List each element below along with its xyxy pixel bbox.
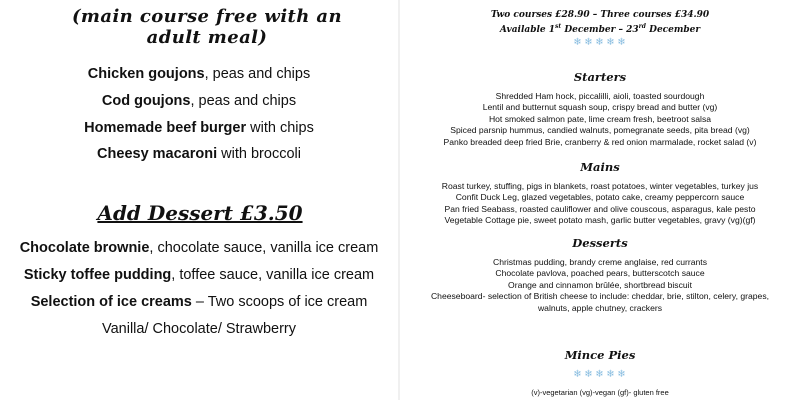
item-description: , peas and chips bbox=[204, 66, 311, 82]
item-description: , chocolate sauce, vanilla ice cream bbox=[149, 240, 379, 256]
item-description: , toffee sauce, vanilla ice cream bbox=[171, 267, 375, 283]
ice-cream-flavours: Vanilla/ Chocolate/ Strawberry bbox=[102, 321, 296, 337]
snowflake-icon: ❄ bbox=[595, 369, 605, 380]
menu-item: Chocolate pavlova, poached pears, butterscotch sauce bbox=[495, 268, 705, 279]
item-description: with chips bbox=[246, 120, 314, 136]
starters-heading: Starters bbox=[573, 70, 627, 84]
snowflake-icon: ❄ bbox=[617, 37, 627, 48]
festive-menu-page bbox=[400, 0, 800, 400]
starters-list bbox=[400, 91, 800, 148]
menu-item: Christmas pudding, brandy creme anglaise, red currants bbox=[493, 257, 707, 267]
menu-item: Orange and cinnamon brûlée, shortbread biscuit bbox=[508, 279, 692, 290]
menu-item: Panko breaded deep fried Brie, cranberry & red onion marmalade, rocket salad (v) bbox=[443, 136, 757, 147]
menu-item: Confit Duck Leg, glazed vegetables, potato cake, creamy peppercorn sauce bbox=[455, 192, 745, 203]
snowflake-icon: ❄ bbox=[606, 37, 616, 48]
item-description: – Two scoops of ice cream bbox=[191, 294, 368, 310]
mains-list bbox=[400, 181, 800, 227]
menu-item: Vegetable Cottage pie, sweet potato mash, garlic butter vegetables, gravy (vg)(gf) bbox=[444, 215, 756, 226]
snowflake-divider bbox=[400, 369, 800, 380]
snowflake-icon: ❄ bbox=[606, 369, 616, 380]
kids-main-item bbox=[0, 66, 398, 82]
kids-main-item bbox=[0, 93, 398, 109]
item-name: Cheesy macaroni bbox=[97, 146, 218, 162]
item-name: Sticky toffee pudding bbox=[23, 267, 172, 283]
kids-menu-subtitle: (main course free with an adult meal) bbox=[72, 6, 342, 48]
snowflake-icon: ❄ bbox=[584, 37, 594, 48]
mince-pies-heading: Mince Pies bbox=[564, 348, 636, 362]
item-name: Homemade beef burger bbox=[84, 120, 247, 136]
desserts-list bbox=[400, 257, 800, 314]
kids-menu-page bbox=[0, 0, 398, 400]
menu-item: Shredded Ham hock, piccalilli, aioli, toasted sourdough bbox=[495, 91, 705, 101]
item-name: Cod goujons bbox=[101, 93, 191, 109]
item-name: Chicken goujons bbox=[87, 66, 205, 82]
mains-heading: Mains bbox=[580, 160, 620, 174]
pricing-line: Two courses £28.90 – Three courses £34.90 bbox=[490, 10, 710, 20]
menu-item: Pan fried Seabass, roasted cauliflower and olive couscous, asparagus, kale pesto bbox=[444, 203, 756, 214]
snowflake-icon: ❄ bbox=[573, 37, 583, 48]
snowflake-icon: ❄ bbox=[573, 369, 583, 380]
item-description: , peas and chips bbox=[190, 93, 297, 109]
snowflake-icon: ❄ bbox=[584, 369, 594, 380]
item-description: with broccoli bbox=[217, 146, 301, 162]
kids-dessert-item bbox=[0, 294, 398, 310]
dietary-footnote: (v)-vegetarian (vg)-vegan (gf)- gluten free bbox=[531, 388, 669, 397]
menu-item: Spiced parsnip hummus, candied walnuts, pomegranate seeds, pita bread (vg) bbox=[450, 125, 750, 136]
desserts-heading: Desserts bbox=[572, 236, 628, 250]
item-name: Selection of ice creams bbox=[30, 294, 192, 310]
kids-main-item bbox=[0, 120, 398, 136]
menu-item: Cheeseboard- selection of British cheese to include: cheddar, brie, stilton, celery, grapes, bbox=[430, 291, 770, 302]
item-name: Chocolate brownie bbox=[19, 240, 150, 256]
kids-dessert-item bbox=[0, 267, 398, 283]
add-dessert-heading: Add Dessert £3.50 bbox=[97, 201, 303, 225]
availability-line: Available 1st December – 23rd December bbox=[499, 23, 701, 35]
snowflake-divider bbox=[400, 37, 800, 48]
menu-item: walnuts, apple chutney, crackers bbox=[537, 302, 663, 313]
snowflake-icon: ❄ bbox=[617, 369, 627, 380]
menu-item: Lentil and butternut squash soup, crispy bread and butter (vg) bbox=[482, 102, 718, 113]
kids-main-item bbox=[0, 146, 398, 162]
kids-dessert-item bbox=[0, 240, 398, 256]
menu-item: Roast turkey, stuffing, pigs in blankets, roast potatoes, winter vegetables, turkey jus bbox=[441, 181, 759, 191]
snowflake-icon: ❄ bbox=[595, 37, 605, 48]
menu-item: Hot smoked salmon pate, lime cream fresh, beetroot salsa bbox=[488, 113, 712, 124]
